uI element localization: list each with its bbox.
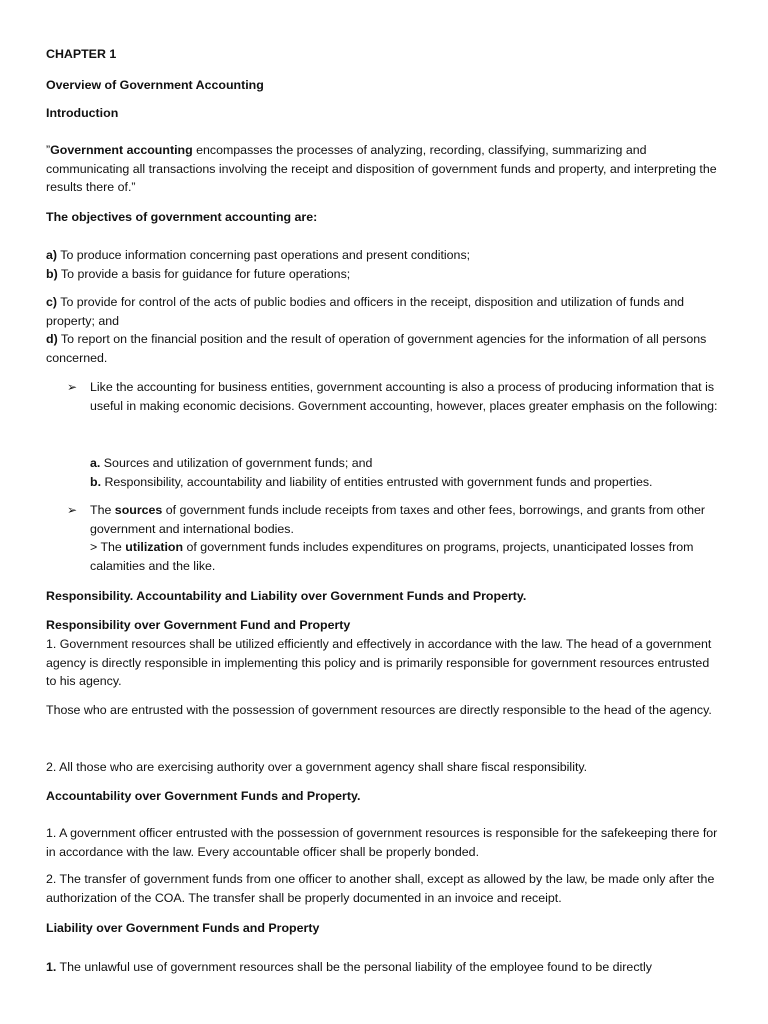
arrow-bullet-icon: ➢ — [67, 380, 78, 394]
liability-heading: Liability over Government Funds and Property — [46, 921, 320, 935]
emphasis-a: a. Sources and utilization of government funds; and — [90, 456, 373, 470]
emphasis-b: b. Responsibility, accountability and liability of entities entrusted with government funds and properties. — [90, 474, 653, 489]
chapter-label: CHAPTER 1 — [46, 47, 117, 61]
intro-heading: Introduction — [46, 106, 119, 120]
bullet-business-comparison: Like the accounting for business entities, government accounting is also a process of producing information that is useful in making economic decisions. Government accounting, however, places greater emphasis on the following: — [90, 380, 718, 413]
bullet-sources: The sources of government funds include receipts from taxes and other fees, borrowings, and grants from other government and international bodies. > The utilization of government funds includes expenditures on programs, projects, unanticipated losses from calamities and the like. — [90, 501, 720, 575]
accountability-heading: Accountability over Government Funds and Property. — [46, 789, 361, 803]
bullet-utilization: > The utilization of government funds includes expenditures on programs, projects, unanticipated losses from calamities and the like. — [90, 540, 694, 573]
responsibility-main-heading: Responsibility. Accountability and Liability over Government Funds and Property. — [46, 589, 527, 603]
responsibility-paragraph-1: 1. Government resources shall be utilized efficiently and effectively in accordance with the law. The head of a government agency is directly responsible in implementing this policy and is primarily responsible for government resources entrusted to his agency. — [46, 637, 712, 689]
definition-paragraph: ”Government accounting encompasses the processes of analyzing, recording, classifying, summarizing and communicating all transactions involving the receipt and disposition of government funds and property, and interpreting the results there of.” — [46, 143, 717, 195]
objective-a: a) To produce information concerning past operations and present conditions; — [46, 248, 471, 262]
accountability-paragraph-1: 1. A government officer entrusted with the possession of government resources is responsible for the safekeeping there for in accordance with the law. Every accountable officer shall be properly bonded. — [46, 826, 718, 859]
accountability-paragraph-2: 2. The transfer of government funds from one officer to another shall, except as allowed by the law, be made only after the authorization of the COA. The transfer shall be properly documented in an invoice and receipt. — [46, 872, 715, 905]
objectives-list-1 — [46, 246, 718, 283]
responsibility-heading: Responsibility over Government Fund and Property — [46, 618, 351, 632]
objective-b: b) To provide a basis for guidance for future operations; — [46, 266, 351, 281]
objective-c: c) To provide for control of the acts of public bodies and officers in the receipt, disposition and utilization of funds and property; and — [46, 295, 685, 328]
objective-d: d) To report on the financial position and the result of operation of government agencies for the information of all persons concerned. — [46, 332, 707, 365]
responsibility-paragraph-3: 2. All those who are exercising authority over a government agency shall share fiscal responsibility. — [46, 760, 588, 774]
objectives-heading: The objectives of government accounting are: — [46, 210, 318, 224]
emphasis-list — [90, 454, 720, 491]
page-title: Overview of Government Accounting — [46, 78, 264, 92]
responsibility-paragraph-2: Those who are entrusted with the possession of government resources are directly responsible to the head of the agency. — [46, 703, 712, 717]
objectives-list-2 — [46, 293, 718, 367]
liability-paragraph-1: 1. The unlawful use of government resources shall be the personal liability of the employee found to be directly — [46, 960, 652, 974]
arrow-bullet-icon: ➢ — [67, 503, 78, 517]
definition-term: Government accounting — [50, 143, 193, 157]
